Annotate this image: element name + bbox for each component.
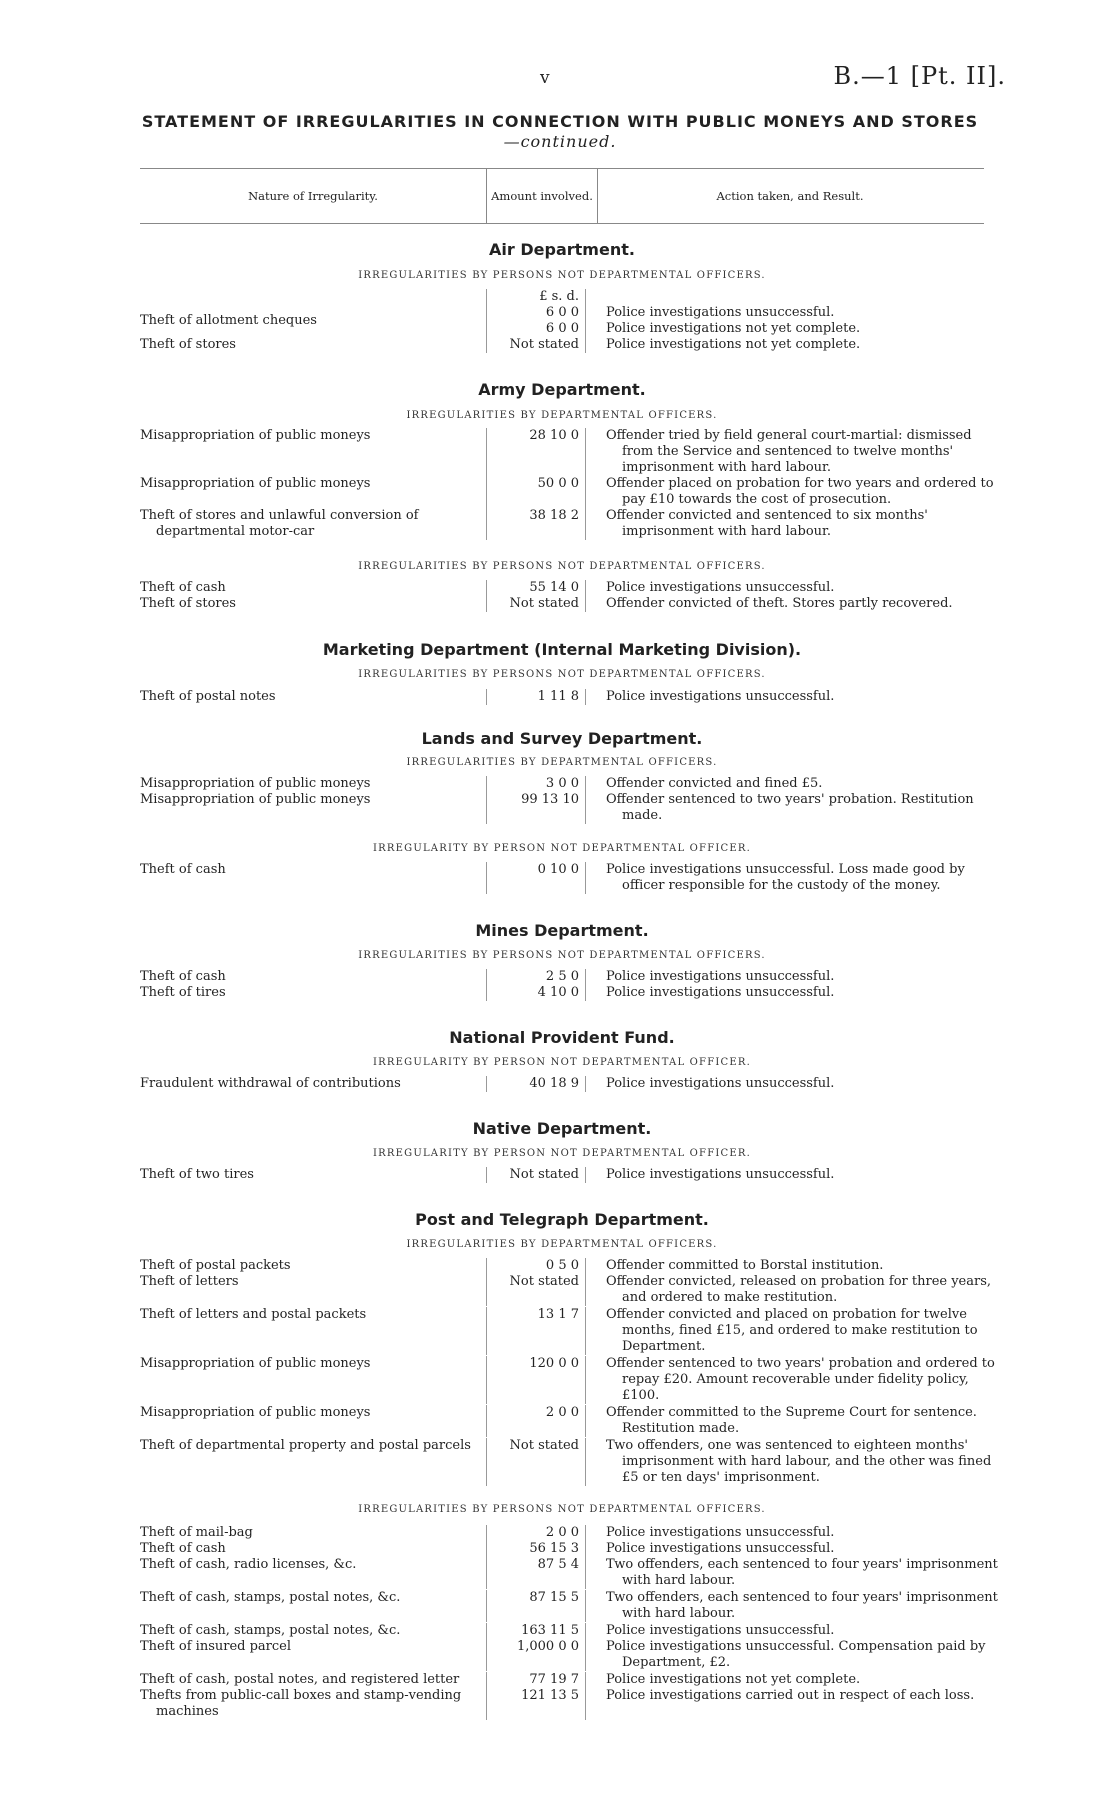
amount-cell: 6 0 0 <box>486 321 586 337</box>
nature-cell: Theft of mail-bag <box>140 1525 253 1540</box>
amount-cell: 120 0 0 <box>486 1356 586 1404</box>
amount-cell: 28 10 0 <box>486 428 586 476</box>
nature-cell: Theft of cash, postal notes, and registered letter <box>140 1672 460 1687</box>
amount-cell: 87 15 5 <box>486 1590 586 1622</box>
amount-cell: 1,000 0 0 <box>486 1639 586 1671</box>
header-action: Action taken, and Result. <box>716 188 864 203</box>
action-cell: Offender placed on probation for two years and ordered to pay £10 towards the cost of prosecution. <box>606 476 994 507</box>
amount-cell: 2 5 0 <box>486 969 586 985</box>
action-cell: Police investigations not yet complete. <box>606 1672 861 1687</box>
nature-cell: Theft of stores and unlawful conversion of departmental motor-car <box>140 508 419 539</box>
nature-cell: Theft of cash, radio licenses, &c. <box>140 1557 357 1572</box>
nature-cell: Theft of letters <box>140 1274 239 1289</box>
subheading: IRREGULARITIES BY DEPARTMENTAL OFFICERS. <box>406 1239 718 1250</box>
section-title-air: Air Department. <box>489 240 635 259</box>
section-title-lands: Lands and Survey Department. <box>421 729 703 748</box>
nature-cell: Thefts from public-call boxes and stamp-vending machines <box>140 1688 462 1719</box>
amount-cell: 99 13 10 <box>486 792 586 824</box>
header-amount: Amount involved. <box>486 169 598 223</box>
amount-cell: 1 11 8 <box>486 689 586 705</box>
amount-cell: Not stated <box>486 1438 586 1486</box>
nature-cell: Theft of stores <box>140 337 236 352</box>
nature-cell: Misappropriation of public moneys <box>140 1356 371 1371</box>
action-cell: Offender tried by field general court-martial: dismissed from the Service and sentenced to twelve months' imprisonment with hard labour. <box>606 428 972 475</box>
amount-cell: 40 18 9 <box>486 1076 586 1092</box>
action-cell: Police investigations unsuccessful. <box>606 580 835 595</box>
amount-cell: 56 15 3 <box>486 1541 586 1557</box>
table-header <box>140 168 984 224</box>
nature-cell: Fraudulent withdrawal of contributions <box>140 1076 401 1091</box>
subheading: IRREGULARITIES BY DEPARTMENTAL OFFICERS. <box>406 410 718 421</box>
action-cell: Offender convicted and sentenced to six months' imprisonment with hard labour. <box>606 508 928 539</box>
subheading: IRREGULARITIES BY DEPARTMENTAL OFFICERS. <box>406 757 718 768</box>
nature-cell: Misappropriation of public moneys <box>140 792 371 807</box>
header-nature: Nature of Irregularity. <box>248 188 378 203</box>
nature-cell: Theft of cash <box>140 862 226 877</box>
action-cell: Police investigations unsuccessful. Loss made good by officer responsible for the custody of the money. <box>606 862 965 893</box>
action-cell: Police investigations unsuccessful. <box>606 689 835 704</box>
nature-cell: Theft of allotment cheques <box>140 313 317 328</box>
action-cell: Offender sentenced to two years' probation and ordered to repay £20. Amount recoverable under fidelity policy, £100. <box>606 1356 995 1403</box>
amount-cell: 77 19 7 <box>486 1672 586 1688</box>
section-title-native: Native Department. <box>472 1119 652 1138</box>
section-title-marketing: Marketing Department (Internal Marketing Division). <box>322 640 802 659</box>
nature-cell: Theft of stores <box>140 596 236 611</box>
action-cell: Two offenders, each sentenced to four years' imprisonment with hard labour. <box>606 1590 998 1621</box>
action-cell: Police investigations unsuccessful. <box>606 985 835 1000</box>
amount-cell: 87 5 4 <box>486 1557 586 1589</box>
nature-cell: Theft of postal packets <box>140 1258 291 1273</box>
action-cell: Police investigations unsuccessful. <box>606 305 835 320</box>
section-title-post: Post and Telegraph Department. <box>415 1210 709 1229</box>
page-number: v <box>540 68 550 88</box>
nature-cell: Misappropriation of public moneys <box>140 776 371 791</box>
action-cell: Police investigations unsuccessful. <box>606 969 835 984</box>
subheading: IRREGULARITIES BY PERSONS NOT DEPARTMENTAL OFFICERS. <box>358 1504 766 1515</box>
amount-cell: 163 11 5 <box>486 1623 586 1639</box>
nature-cell: Theft of postal notes <box>140 689 276 704</box>
nature-cell: Theft of cash, stamps, postal notes, &c. <box>140 1623 401 1638</box>
subheading: IRREGULARITIES BY PERSONS NOT DEPARTMENTAL OFFICERS. <box>358 669 766 680</box>
amount-cell: 50 0 0 <box>486 476 586 508</box>
action-cell: Police investigations not yet complete. <box>606 337 861 352</box>
action-cell: Offender sentenced to two years' probation. Restitution made. <box>606 792 974 823</box>
action-cell: Police investigations unsuccessful. <box>606 1623 835 1638</box>
action-cell: Police investigations unsuccessful. <box>606 1525 835 1540</box>
nature-cell: Theft of cash, stamps, postal notes, &c. <box>140 1590 401 1605</box>
title-text: STATEMENT OF IRREGULARITIES IN CONNECTION WITH PUBLIC MONEYS AND STORES <box>141 112 979 131</box>
amount-cell: 55 14 0 <box>486 580 586 596</box>
section-title-npf: National Provident Fund. <box>449 1028 675 1047</box>
action-cell: Police investigations unsuccessful. <box>606 1167 835 1182</box>
subheading: IRREGULARITY BY PERSON NOT DEPARTMENTAL OFFICER. <box>373 843 751 854</box>
title-continued: —continued. <box>503 132 617 151</box>
nature-cell: Theft of cash <box>140 969 226 984</box>
subheading: IRREGULARITY BY PERSON NOT DEPARTMENTAL OFFICER. <box>373 1148 751 1159</box>
subheading: IRREGULARITY BY PERSON NOT DEPARTMENTAL OFFICER. <box>373 1057 751 1068</box>
amount-cell: 2 0 0 <box>486 1525 586 1541</box>
action-cell: Offender convicted, released on probation for three years, and ordered to make restitution. <box>606 1274 992 1305</box>
action-cell: Offender committed to the Supreme Court for sentence. Restitution made. <box>606 1405 977 1436</box>
action-cell: Two offenders, one was sentenced to eighteen months' imprisonment with hard labour, and the other was fined £5 or ten days' imprisonment. <box>606 1438 992 1485</box>
amount-cell: 2 0 0 <box>486 1405 586 1437</box>
action-cell: Offender convicted and placed on probation for twelve months, fined £15, and ordered to make restitution to Department. <box>606 1307 978 1354</box>
amount-cell: 38 18 2 <box>486 508 586 540</box>
amount-cell: 6 0 0 <box>486 305 586 321</box>
amount-cell: Not stated <box>486 596 586 612</box>
subheading: IRREGULARITIES BY PERSONS NOT DEPARTMENTAL OFFICERS. <box>358 270 766 281</box>
nature-cell: Misappropriation of public moneys <box>140 476 371 491</box>
action-cell: Police investigations unsuccessful. Compensation paid by Department, £2. <box>606 1639 986 1670</box>
amount-cell: 3 0 0 <box>486 776 586 792</box>
action-cell: Offender convicted and fined £5. <box>606 776 823 791</box>
action-cell: Offender committed to Borstal institution. <box>606 1258 884 1273</box>
action-cell: Offender convicted of theft. Stores partly recovered. <box>606 596 953 611</box>
nature-cell: Theft of tires <box>140 985 226 1000</box>
subheading: IRREGULARITIES BY PERSONS NOT DEPARTMENTAL OFFICERS. <box>358 950 766 961</box>
nature-cell: Theft of cash <box>140 1541 226 1556</box>
action-cell: Two offenders, each sentenced to four years' imprisonment with hard labour. <box>606 1557 998 1588</box>
amount-cell: Not stated <box>486 1167 586 1183</box>
amount-cell: 0 10 0 <box>486 862 586 894</box>
nature-cell: Theft of cash <box>140 580 226 595</box>
nature-cell: Theft of insured parcel <box>140 1639 292 1654</box>
nature-cell: Misappropriation of public moneys <box>140 428 371 443</box>
amount-cell: Not stated <box>486 337 586 353</box>
section-title-mines: Mines Department. <box>475 921 649 940</box>
amount-cell: 0 5 0 <box>486 1258 586 1274</box>
subheading: IRREGULARITIES BY PERSONS NOT DEPARTMENTAL OFFICERS. <box>358 561 766 572</box>
nature-cell: Misappropriation of public moneys <box>140 1405 371 1420</box>
action-cell: Police investigations not yet complete. <box>606 321 861 336</box>
currency-header: £ s. d. <box>486 289 586 305</box>
amount-cell: 4 10 0 <box>486 985 586 1001</box>
nature-cell: Theft of letters and postal packets <box>140 1307 367 1322</box>
amount-cell: 13 1 7 <box>486 1307 586 1355</box>
nature-cell: Theft of two tires <box>140 1167 254 1182</box>
amount-cell: Not stated <box>486 1274 586 1306</box>
page-title <box>140 112 980 152</box>
section-title-army: Army Department. <box>478 380 646 399</box>
action-cell: Police investigations unsuccessful. <box>606 1541 835 1556</box>
nature-cell: Theft of departmental property and postal parcels <box>140 1438 471 1453</box>
action-cell: Police investigations unsuccessful. <box>606 1076 835 1091</box>
document-reference: B.—1 [Pt. II]. <box>833 62 1006 90</box>
action-cell: Police investigations carried out in respect of each loss. <box>606 1688 975 1703</box>
amount-cell: 121 13 5 <box>486 1688 586 1720</box>
